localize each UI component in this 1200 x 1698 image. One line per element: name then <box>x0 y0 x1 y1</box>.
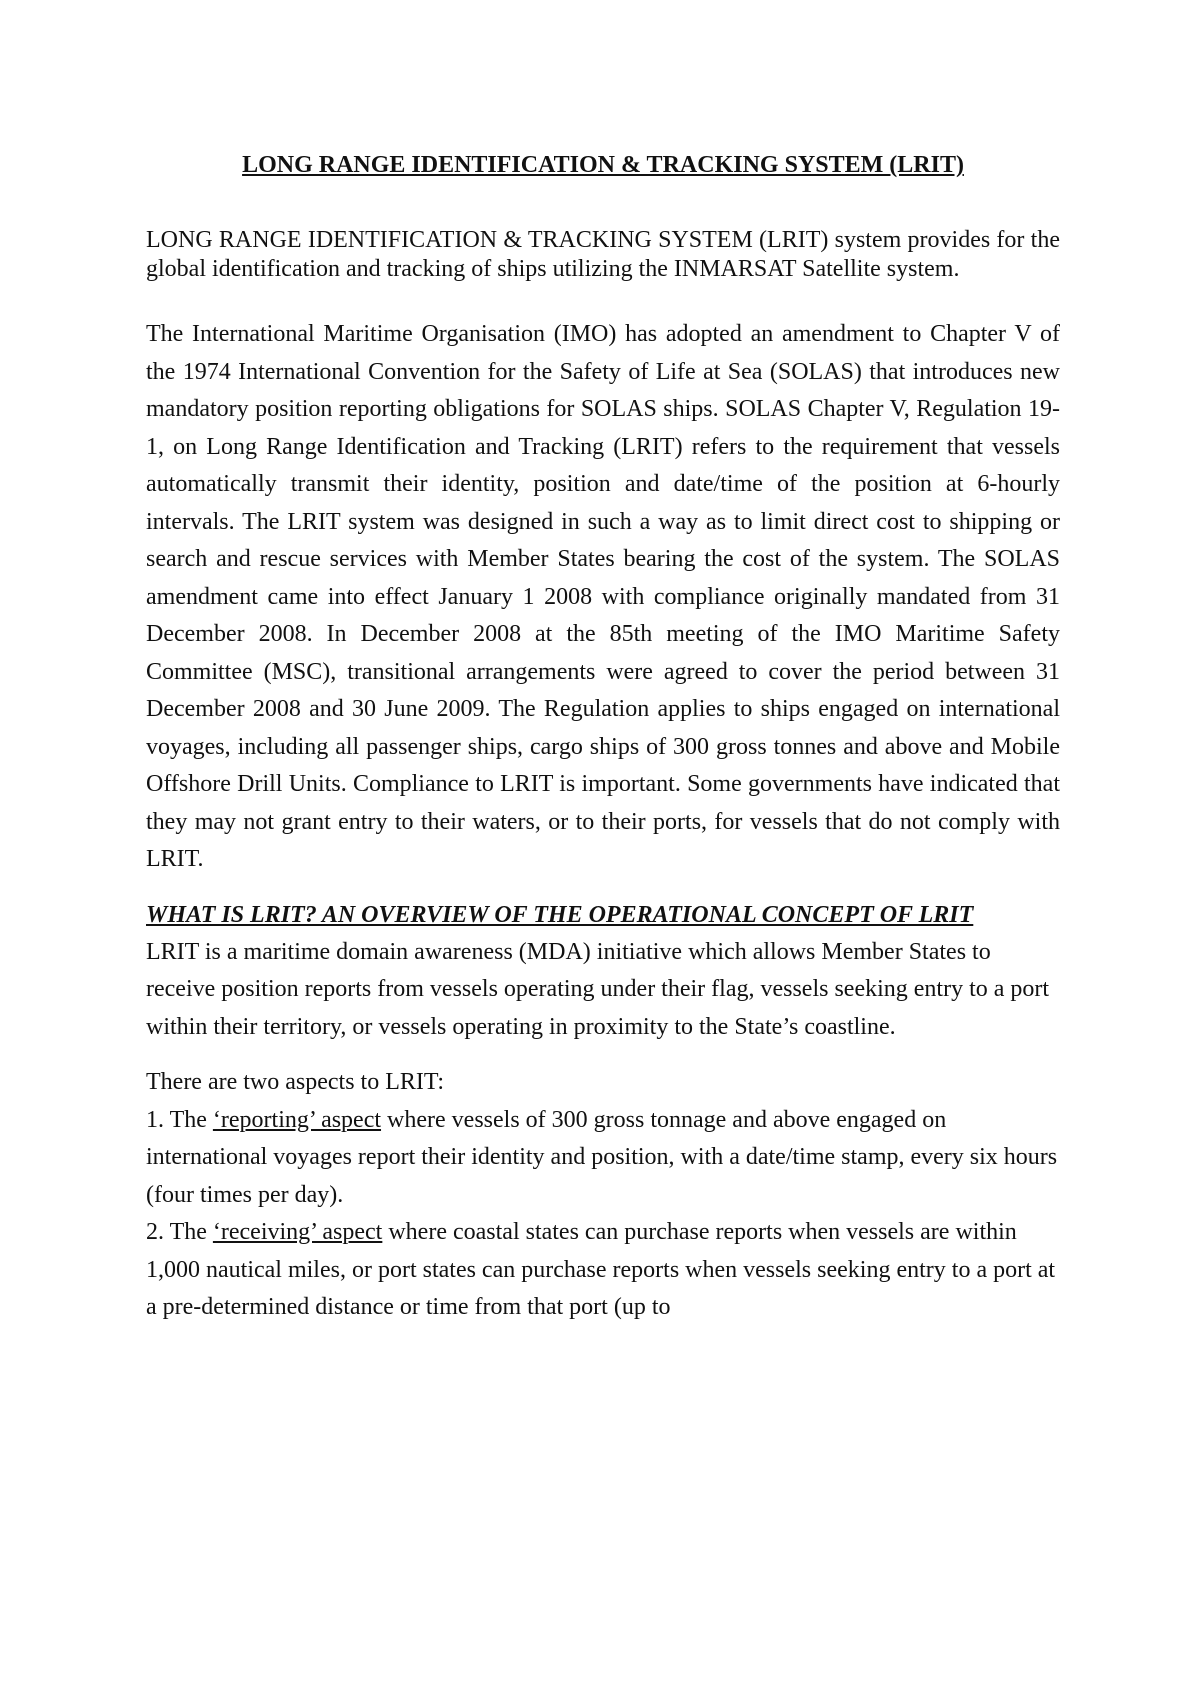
aspect-term: ‘reporting’ aspect <box>212 1106 382 1133</box>
document-page <box>146 150 1060 1327</box>
aspect-prefix: 1. The <box>146 1106 213 1133</box>
document-title: LONG RANGE IDENTIFICATION & TRACKING SYSTEM (LRIT) <box>242 152 964 178</box>
overview-paragraph: LRIT is a maritime domain awareness (MDA) initiative which allows Member States to receive position reports from vessels operating under their flag, vessels seeking entry to a port within their territory, or vessels operating in proximity to the State’s coastline. <box>146 938 1050 1040</box>
imo-paragraph: The International Maritime Organisation (IMO) has adopted an amendment to Chapter V of the 1974 International Convention for the Safety of Life at Sea (SOLAS) that introduces new mandatory position reporting obligations for SOLAS ships. SOLAS Chapter V, Regulation 19-1, on Long Range Identification and Tracking (LRIT) refers to the requirement that vessels automatically transmit their identity, position and date/time of the position at 6-hourly intervals. The LRIT system was designed in such a way as to limit direct cost to shipping or search and rescue services with Member States bearing the cost of the system. The SOLAS amendment came into effect January 1 2008 with compliance originally mandated from 31 December 2008. In December 2008 at the 85th meeting of the IMO Maritime Safety Committee (MSC), transitional arrangements were agreed to cover the period between 31 December 2008 and 30 June 2009. The Regulation applies to ships engaged on international voyages, including all passenger ships, cargo ships of 300 gross tonnes and above and Mobile Offshore Drill Units. Compliance to LRIT is important. Some governments have indicated that they may not grant entry to their waters, or to their ports, for vessels that do not comply with LRIT. <box>146 321 1060 872</box>
aspect-term: ‘receiving’ aspect <box>212 1219 383 1245</box>
overview-heading: WHAT IS LRIT? AN OVERVIEW OF THE OPERATIONAL CONCEPT OF LRIT <box>146 901 974 928</box>
aspect-prefix: 2. The <box>146 1219 213 1245</box>
aspect-item-reporting <box>146 1102 1060 1215</box>
aspect-text: where vessels of 300 gross tonnage and above engaged on international voyages report their identity and position, with a date/time stamp, every six hours (four times per day). <box>146 1106 1058 1208</box>
paragraph-spacer <box>146 1046 1060 1064</box>
aspects-intro: There are two aspects to LRIT: <box>146 1069 445 1095</box>
aspect-text: where coastal states can purchase reports when vessels are within 1,000 nautical miles, or port states can purchase reports when vessels seeking entry to a port at a pre-determined distance or time from that port (up to <box>146 1219 1056 1320</box>
intro-paragraph: LONG RANGE IDENTIFICATION & TRACKING SYSTEM (LRIT) system provides for the global identification and tracking of ships utilizing the INMARSAT Satellite system. <box>146 227 1060 282</box>
aspect-item-receiving <box>146 1214 1060 1327</box>
